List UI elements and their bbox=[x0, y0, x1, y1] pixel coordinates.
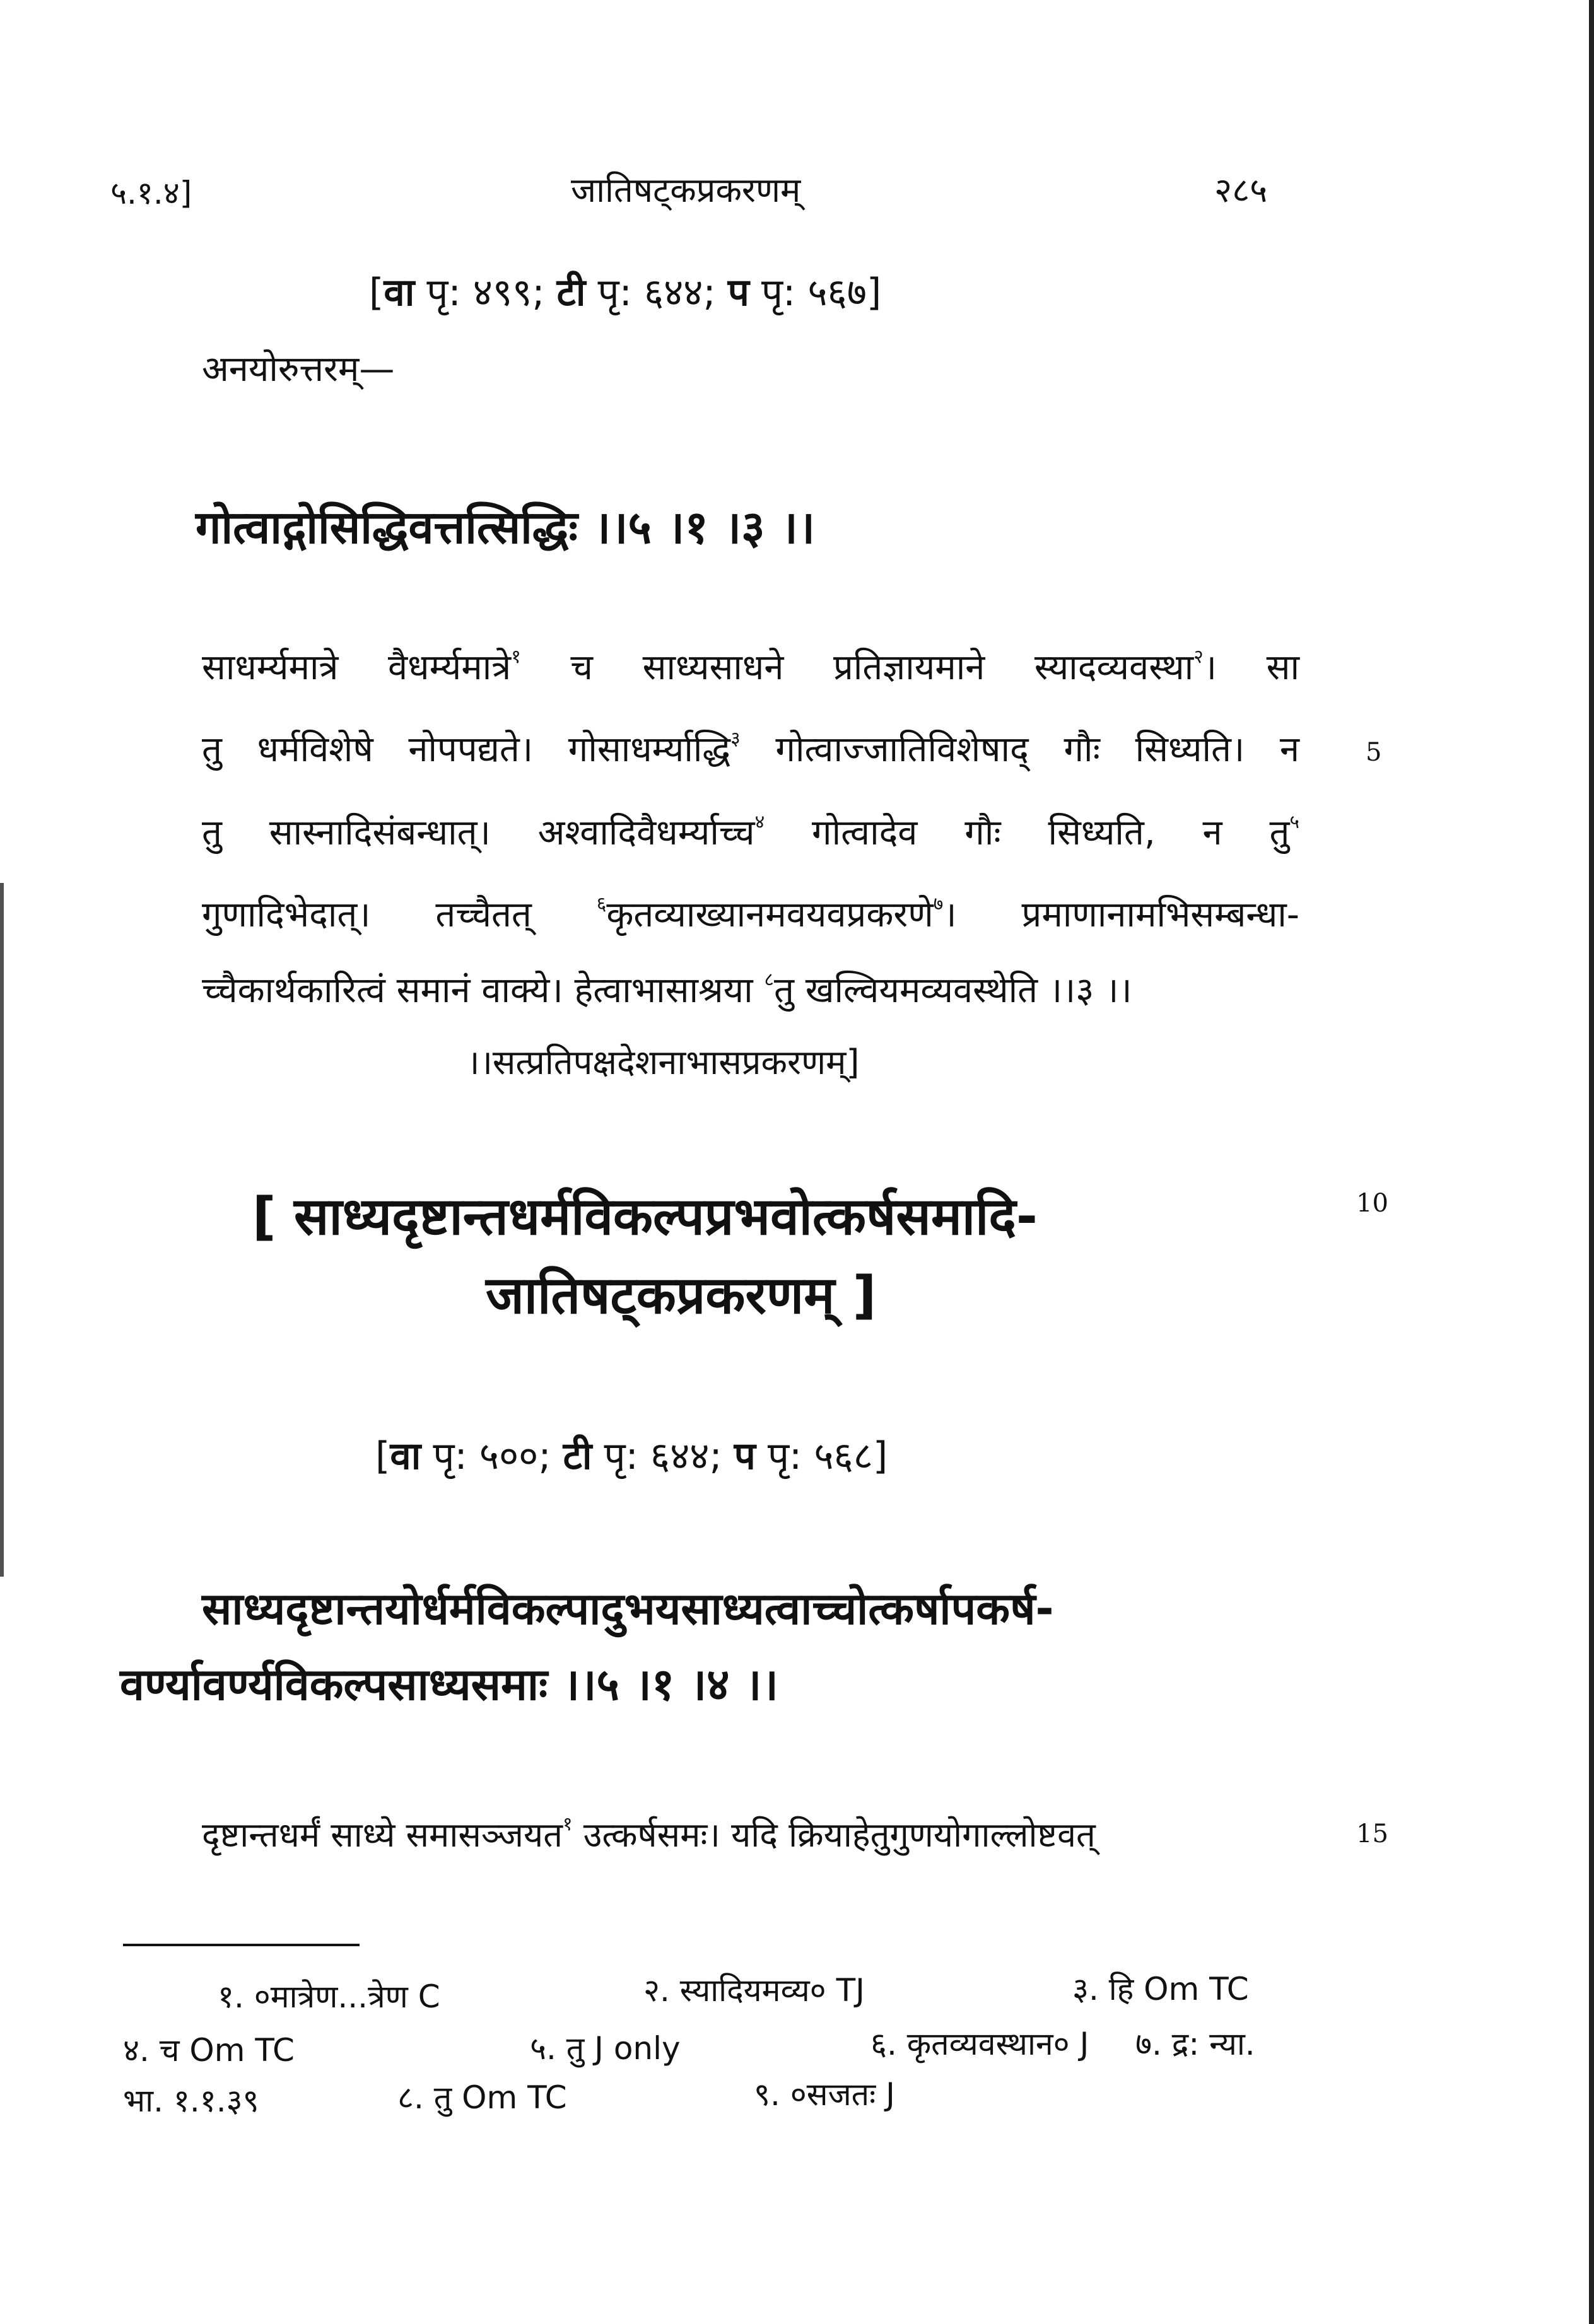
footnote-marker: ३ bbox=[730, 728, 741, 750]
page-edge-right bbox=[1589, 0, 1594, 2324]
para-line-3 bbox=[202, 807, 1299, 855]
ref-pa-page: पृ: ५६८] bbox=[767, 1434, 888, 1478]
footnote-9: ९. ०सजतः J bbox=[754, 2076, 895, 2113]
footnote-5: ५. तु J only bbox=[530, 2030, 681, 2067]
footnote-marker: ४ bbox=[754, 811, 765, 833]
ref-pa-page: पृ: ५६७] bbox=[761, 271, 882, 315]
footnote-3: ३. हि Om TC bbox=[1072, 1971, 1249, 2007]
section-end-title: ।।सत्प्रतिपक्षदेशनाभासप्रकरणम्] bbox=[467, 1042, 860, 1082]
para-2-line-1 bbox=[202, 1810, 1096, 1857]
running-header-title: जातिषट्कप्रकरणम् bbox=[571, 170, 801, 210]
text-run: गोत्वाज्जातिविशेषाद् गौः सिध्यति। न bbox=[740, 729, 1299, 770]
text-run: च साध्यसाधने प्रतिज्ञायमाने स्यादव्यवस्था bbox=[520, 647, 1194, 688]
ref-va: वा bbox=[390, 1434, 421, 1478]
ref-ti: टी bbox=[563, 1434, 592, 1478]
footnote-1: १. ०मात्रेण...त्रेण C bbox=[218, 1978, 440, 2015]
para-line-4 bbox=[202, 889, 1299, 937]
page-number: २८५ bbox=[1214, 170, 1268, 210]
text-run: गुणादिभेदात्। तच्चैतत् bbox=[202, 894, 597, 935]
sutra-2-line-1: साध्यदृष्टान्तयोर्धर्मविकल्पादुभयसाध्यत्वाच्चोत्कर्षापकर्ष- bbox=[202, 1583, 1054, 1635]
footnote-marker: २ bbox=[1193, 646, 1204, 668]
footnote-4: ४. च Om TC bbox=[123, 2032, 295, 2069]
footnote-6: ६. कृतव्यवस्थान० J bbox=[870, 2026, 1089, 2062]
line-number-10: 10 bbox=[1356, 1189, 1388, 1218]
text-run: तु सास्नादिसंबन्धात्। अश्वादिवैधर्म्याच्च bbox=[202, 812, 755, 853]
footnote-marker: ७ bbox=[933, 893, 944, 915]
text-run: तु खल्वियमव्यवस्थेति ।।३ ।। bbox=[774, 970, 1132, 1011]
para-line-1 bbox=[202, 642, 1299, 690]
footnote-marker: १ bbox=[511, 646, 521, 668]
ref-pa: प bbox=[734, 1434, 756, 1478]
footnote-marker: ५ bbox=[1289, 811, 1299, 833]
line-number-5: 5 bbox=[1366, 738, 1382, 767]
text-run: गोत्वादेव गौः सिध्यति, न तु bbox=[765, 812, 1290, 853]
footnote-marker: ६ bbox=[596, 893, 607, 915]
footnote-marker: ८ bbox=[764, 969, 774, 991]
text-run: च्चैकार्थकारित्वं समानं वाक्ये। हेत्वाभासाश्रया bbox=[202, 970, 765, 1011]
ref-ti-page: पृ: ६४४; bbox=[604, 1434, 722, 1478]
footnote-2: २. स्यादियमव्य० TJ bbox=[643, 1972, 865, 2009]
page-reference-1 bbox=[369, 265, 881, 317]
sutra-1: गोत्वाद्गोसिद्धिवत्तत्सिद्धिः ।।५ ।१ ।३ ।। bbox=[196, 501, 816, 554]
chapter-heading-line-2: जातिषट्कप्रकरणम् ] bbox=[486, 1266, 877, 1326]
text-run: कृतव्याख्यानमवयवप्रकरणे bbox=[606, 894, 934, 935]
footnote-marker: १ bbox=[563, 1813, 573, 1835]
para-line-2 bbox=[202, 724, 1299, 772]
ref-bracket: [ bbox=[375, 1434, 390, 1478]
text-run: उत्कर्षसमः। यदि क्रियाहेतुगुणयोगाल्लोष्टवत् bbox=[572, 1815, 1096, 1855]
ref-ti: टी bbox=[556, 271, 586, 315]
footnote-8: ८. तु Om TC bbox=[397, 2079, 567, 2116]
para-line-5 bbox=[202, 965, 1299, 1013]
page-reference-2 bbox=[375, 1428, 888, 1480]
sutra-2-line-2: वर्ण्यावर्ण्यविकल्पसाध्यसमाः ।।५ ।१ ।४ ।। bbox=[120, 1659, 778, 1710]
line-number-15: 15 bbox=[1356, 1819, 1388, 1848]
text-run: । सा bbox=[1203, 647, 1299, 688]
ref-va-page: पृ: ५००; bbox=[433, 1434, 551, 1478]
text-run: । प्रमाणानामभिसम्बन्धा- bbox=[943, 894, 1300, 935]
footnote-rule bbox=[123, 1944, 360, 1946]
footnote-7: ७. द्र: न्या. bbox=[1135, 2026, 1255, 2062]
text-run: तु धर्मविशेषे नोपपद्यते। गोसाधर्म्याद्धि bbox=[202, 729, 731, 770]
ref-ti-page: पृ: ६४४; bbox=[597, 271, 716, 315]
page-edge-left bbox=[0, 883, 4, 1577]
text-run: साधर्म्यमात्रे वैधर्म्यमात्रे bbox=[202, 647, 512, 688]
ref-va: वा bbox=[384, 271, 415, 315]
ref-pa: प bbox=[727, 271, 749, 315]
intro-text: अनयोरुत्तरम्— bbox=[202, 349, 395, 390]
text-run: दृष्टान्तधर्मं साध्ये समासञ्जयत bbox=[202, 1815, 563, 1855]
ref-bracket: [ bbox=[369, 271, 384, 315]
footnote-7-cont: भा. १.१.३९ bbox=[123, 2082, 259, 2119]
chapter-heading-line-1: [ साध्यदृष्टान्तधर्मविकल्पप्रभवोत्कर्षसमादि- bbox=[252, 1187, 1038, 1247]
running-header-left: ५.१.४] bbox=[110, 175, 192, 211]
ref-va-page: पृ: ४९९; bbox=[426, 271, 545, 315]
